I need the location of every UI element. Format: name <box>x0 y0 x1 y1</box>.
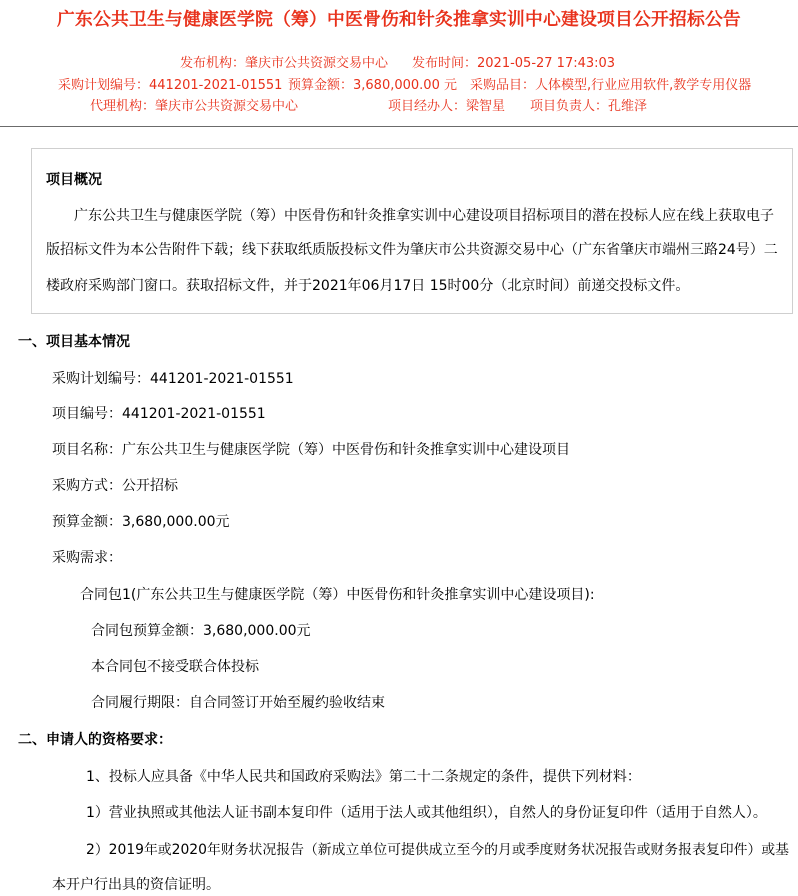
section-1-heading: 一、项目基本情况 <box>18 334 130 350</box>
budget-amount: 预算金额：3,680,000.00 元 <box>288 78 457 93</box>
overview-line-3: 楼政府采购部门窗口。获取招标文件，并于2021年06月17日 15时00分（北京时间）前递交投标文件。 <box>46 278 690 294</box>
section-2-heading: 二、申请人的资格要求： <box>18 732 172 748</box>
agency: 代理机构：肇庆市公共资源交易中心 <box>90 99 299 114</box>
requirement-1-2-cont: 本开户行出具的资信证明。 <box>52 877 220 893</box>
demand-line: 采购需求： <box>52 550 122 566</box>
procurement-method-line: 采购方式：公开招标 <box>52 478 178 494</box>
overview-line-1: 广东公共卫生与健康医学院（筹）中医骨伤和针灸推拿实训中心建设项目招标项目的潜在投标人应在线上获取电子 <box>74 208 774 224</box>
project-handler: 项目经办人：梁智星 <box>388 99 506 114</box>
budget-line: 预算金额：3,680,000.00元 <box>52 514 230 530</box>
requirement-1: 1、投标人应具备《中华人民共和国政府采购法》第二十二条规定的条件，提供下列材料： <box>86 769 641 785</box>
overview-heading: 项目概况 <box>46 172 102 188</box>
requirement-1-1: 1）营业执照或其他法人证书副本复印件（适用于法人或其他组织），自然人的身份证复印件（适用于自然人）。 <box>86 805 767 821</box>
consortium-line: 本合同包不接受联合体投标 <box>91 659 259 675</box>
project-name-line: 项目名称：广东公共卫生与健康医学院（筹）中医骨伤和针灸推拿实训中心建设项目 <box>52 442 570 458</box>
project-leader: 项目负责人：孔维泽 <box>530 99 648 114</box>
publisher: 发布机构：肇庆市公共资源交易中心 <box>180 56 389 71</box>
publish-time: 发布时间：2021-05-27 17:43:03 <box>412 56 616 71</box>
overview-box <box>31 148 793 314</box>
plan-number-line: 采购计划编号：441201-2021-01551 <box>52 371 294 387</box>
contract-package-line: 合同包1(广东公共卫生与健康医学院（筹）中医骨伤和针灸推拿实训中心建设项目): <box>80 587 595 603</box>
package-budget-line: 合同包预算金额：3,680,000.00元 <box>91 623 311 639</box>
plan-number: 采购计划编号：441201-2021-01551 <box>58 78 283 93</box>
contract-period-line: 合同履行期限：自合同签订开始至履约验收结束 <box>91 695 385 711</box>
project-number-line: 项目编号：441201-2021-01551 <box>52 406 266 422</box>
overview-line-2: 版招标文件为本公告附件下载；线下获取纸质版投标文件为肇庆市公共资源交易中心（广东省肇庆市端州三路24号）二 <box>46 242 778 258</box>
announcement-title: 广东公共卫生与健康医学院（筹）中医骨伤和针灸推拿实训中心建设项目公开招标公告 <box>57 9 741 30</box>
procurement-items: 采购品目：人体模型,行业应用软件,教学专用仪器 <box>470 78 752 93</box>
header-divider <box>0 126 798 127</box>
requirement-1-2: 2）2019年或2020年财务状况报告（新成立单位可提供成立至今的月或季度财务状况报告或财务报表复印件）或基 <box>86 842 790 858</box>
